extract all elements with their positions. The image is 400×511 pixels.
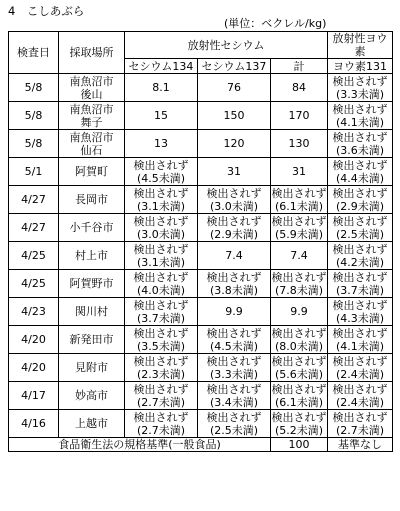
cell-cs134-line: (3.7未満) <box>136 311 186 325</box>
cell-i131-line: (4.4未満) <box>335 171 385 185</box>
header-place: 採取場所 <box>59 32 125 74</box>
cell-place <box>59 130 125 158</box>
cell-total <box>271 354 328 382</box>
cell-place-line: 仙石 <box>80 143 103 157</box>
header-iodine-line1: 放射性ヨウ <box>332 32 388 45</box>
cell-i131-line: (3.6未満) <box>335 143 385 157</box>
cell-cs134-line: 検出されず <box>133 270 189 284</box>
cell-date: 4/25 <box>9 242 59 270</box>
cell-place-line: 南魚沼市 <box>69 130 114 144</box>
cell-i131-line: (4.2未満) <box>335 255 385 269</box>
cell-cs134-line: (2.7未満) <box>136 423 186 437</box>
cell-cs134 <box>125 382 198 410</box>
unit-note: (単位：ベクレル/kg) <box>224 17 327 30</box>
cell-place-line: 小千谷市 <box>69 221 114 234</box>
cell-cs137 <box>198 102 271 130</box>
cell-cs137-line: 31 <box>227 165 241 178</box>
cell-cs137-line: 検出されず <box>206 326 262 340</box>
cell-cs137-line: 76 <box>227 81 241 94</box>
header-cesium-group: 放射性セシウム <box>125 32 328 59</box>
cell-total-line: 検出されず <box>271 410 327 424</box>
cell-i131 <box>328 130 393 158</box>
cell-date: 5/8 <box>9 102 59 130</box>
table-row <box>9 158 393 186</box>
cell-cs137 <box>198 130 271 158</box>
cell-cs134 <box>125 130 198 158</box>
cell-cs134 <box>125 158 198 186</box>
cell-total <box>271 158 328 186</box>
cell-date: 4/27 <box>9 186 59 214</box>
cell-i131 <box>328 354 393 382</box>
cell-cs137-line: (2.9未満) <box>209 227 259 241</box>
header-cs137: セシウム137 <box>198 59 271 74</box>
cell-i131 <box>328 214 393 242</box>
cell-total <box>271 102 328 130</box>
cell-cs134-line: (4.0未満) <box>136 283 186 297</box>
cell-cs137 <box>198 214 271 242</box>
cell-total-line: 検出されず <box>271 382 327 396</box>
cell-i131-line: 検出されず <box>332 382 388 396</box>
cell-total-line: 検出されず <box>271 186 327 200</box>
cell-cs134-line: 検出されず <box>133 158 189 172</box>
cell-place-line: 上越市 <box>75 417 108 430</box>
cell-total-line: (5.2未満) <box>274 423 324 437</box>
cell-i131-line: 検出されず <box>332 130 388 144</box>
cell-cs137-line: (3.4未満) <box>209 395 259 409</box>
cell-i131-line: (3.3未満) <box>335 87 385 101</box>
cell-cs137 <box>198 382 271 410</box>
cell-place-line: 阿賀町 <box>75 165 108 178</box>
cell-cs134 <box>125 102 198 130</box>
table-row <box>9 270 393 298</box>
cell-total <box>271 242 328 270</box>
cell-date: 5/8 <box>9 74 59 102</box>
cell-cs137-line: 120 <box>223 137 245 150</box>
cell-i131-line: 検出されず <box>332 270 388 284</box>
cell-total-line: 7.4 <box>290 249 308 262</box>
cell-i131 <box>328 102 393 130</box>
cell-cs134-line: 検出されず <box>133 410 189 424</box>
cell-i131 <box>328 186 393 214</box>
cell-cs134 <box>125 242 198 270</box>
cell-i131-line: 検出されず <box>332 410 388 424</box>
cell-cs137-line: 7.4 <box>225 249 243 262</box>
cell-total <box>271 326 328 354</box>
cell-i131-line: (4.3未満) <box>335 311 385 325</box>
cell-i131-line: 検出されず <box>332 186 388 200</box>
cell-cs137 <box>198 186 271 214</box>
cell-total-line: 検出されず <box>271 214 327 228</box>
table-row <box>9 102 393 130</box>
cell-i131-line: 検出されず <box>332 354 388 368</box>
cell-place-line: 村上市 <box>75 249 108 262</box>
cell-total-line: 9.9 <box>290 305 308 318</box>
cell-total <box>271 382 328 410</box>
header-date: 検査日 <box>9 32 59 74</box>
cell-cs134 <box>125 270 198 298</box>
cell-total-line: 84 <box>292 81 307 94</box>
cell-place-line: 長岡市 <box>75 193 108 206</box>
cell-date: 4/27 <box>9 214 59 242</box>
footer-total: 100 <box>271 438 328 452</box>
cell-cs137-line: 検出されず <box>206 410 262 424</box>
cell-cs134-line: (3.5未満) <box>136 339 186 353</box>
cell-place-line: 妙高市 <box>75 389 108 402</box>
cell-total-line: (8.0未満) <box>274 339 324 353</box>
cell-date: 4/16 <box>9 410 59 438</box>
cell-place <box>59 410 125 438</box>
cell-total <box>271 214 328 242</box>
cell-cs134-line: 検出されず <box>133 186 189 200</box>
cell-cs137 <box>198 326 271 354</box>
cell-i131 <box>328 242 393 270</box>
cell-cs134 <box>125 326 198 354</box>
cell-cs134-line: 検出されず <box>133 382 189 396</box>
cell-place-line: 阿賀野市 <box>69 277 114 290</box>
cell-cs134-line: (3.1未満) <box>136 255 186 269</box>
cell-i131-line: 検出されず <box>332 298 388 312</box>
cell-date: 5/8 <box>9 130 59 158</box>
cell-total <box>271 298 328 326</box>
header-total: 計 <box>271 59 328 74</box>
cell-cs137-line: (3.8未満) <box>209 283 259 297</box>
cell-cs134 <box>125 74 198 102</box>
cell-total-line: 検出されず <box>271 326 327 340</box>
cell-place <box>59 382 125 410</box>
table-row <box>9 130 393 158</box>
cell-cs134-line: 8.1 <box>152 81 170 94</box>
cell-cs137 <box>198 270 271 298</box>
cell-cs137-line: (2.5未満) <box>209 423 259 437</box>
cell-cs137 <box>198 410 271 438</box>
table-row <box>9 242 393 270</box>
cell-place-line: 南魚沼市 <box>69 74 114 88</box>
cell-place-line: 見附市 <box>75 361 108 374</box>
cell-place <box>59 354 125 382</box>
cell-cs137 <box>198 74 271 102</box>
cell-place <box>59 74 125 102</box>
cell-date: 4/20 <box>9 326 59 354</box>
cell-cs137 <box>198 158 271 186</box>
cell-i131 <box>328 326 393 354</box>
cell-cs134-line: 検出されず <box>133 354 189 368</box>
cell-cs137-line: (3.0未満) <box>209 199 259 213</box>
table-row <box>9 74 393 102</box>
cell-place-line: 後山 <box>80 87 103 101</box>
cell-cs137-line: 検出されず <box>206 214 262 228</box>
cell-cs134 <box>125 186 198 214</box>
cell-i131-line: (2.5未満) <box>335 227 385 241</box>
table-row <box>9 214 393 242</box>
footer-i131: 基準なし <box>328 438 393 452</box>
cell-place <box>59 270 125 298</box>
cell-place <box>59 102 125 130</box>
cell-place <box>59 158 125 186</box>
cell-date: 4/20 <box>9 354 59 382</box>
cell-date: 4/23 <box>9 298 59 326</box>
cell-total <box>271 74 328 102</box>
cell-i131-line: 検出されず <box>332 158 388 172</box>
cell-place-line: 舞子 <box>80 115 103 129</box>
cell-total <box>271 130 328 158</box>
cell-cs134-line: (3.1未満) <box>136 199 186 213</box>
cell-cs137-line: 検出されず <box>206 186 262 200</box>
cell-total-line: (6.1未満) <box>274 199 324 213</box>
cell-total-line: (7.8未満) <box>274 283 324 297</box>
cell-i131 <box>328 410 393 438</box>
cell-i131-line: 検出されず <box>332 326 388 340</box>
cell-i131-line: 検出されず <box>332 102 388 116</box>
cell-cs137-line: 検出されず <box>206 270 262 284</box>
cell-cs134-line: 検出されず <box>133 242 189 256</box>
cell-cs137-line: (3.3未満) <box>209 367 259 381</box>
cell-total-line: (5.6未満) <box>274 367 324 381</box>
cell-cs137 <box>198 242 271 270</box>
cell-cs134-line: (3.0未満) <box>136 227 186 241</box>
cell-total-line: (6.1未満) <box>274 395 324 409</box>
cell-total-line: 170 <box>288 109 310 122</box>
cell-cs137-line: 9.9 <box>225 305 243 318</box>
cell-i131 <box>328 158 393 186</box>
header-i131: ヨウ素131 <box>328 59 393 74</box>
table-row <box>9 410 393 438</box>
cell-total <box>271 186 328 214</box>
cell-cs137 <box>198 354 271 382</box>
cell-total-line: 130 <box>288 137 310 150</box>
table-row <box>9 298 393 326</box>
radiation-table <box>8 31 393 452</box>
section-title: 4 こしあぶら <box>8 4 85 18</box>
cell-total-line: 31 <box>292 165 307 178</box>
cell-i131-line: 検出されず <box>332 214 388 228</box>
cell-total <box>271 270 328 298</box>
cell-cs134-line: (2.7未満) <box>136 395 186 409</box>
cell-cs134-line: 検出されず <box>133 214 189 228</box>
cell-place <box>59 326 125 354</box>
cell-i131 <box>328 270 393 298</box>
cell-cs134-line: (2.3未満) <box>136 367 186 381</box>
cell-i131-line: 検出されず <box>332 74 388 88</box>
cell-cs134-line: (4.5未満) <box>136 171 186 185</box>
cell-i131-line: (2.9未満) <box>335 199 385 213</box>
table-row <box>9 326 393 354</box>
cell-cs137-line: 検出されず <box>206 382 262 396</box>
cell-place-line: 新発田市 <box>69 333 114 346</box>
cell-cs137-line: (4.5未満) <box>209 339 259 353</box>
cell-place <box>59 242 125 270</box>
cell-date: 5/1 <box>9 158 59 186</box>
cell-total-line: 検出されず <box>271 270 327 284</box>
cell-cs137-line: 検出されず <box>206 354 262 368</box>
cell-total <box>271 410 328 438</box>
table-row <box>9 354 393 382</box>
cell-i131-line: (3.7未満) <box>335 283 385 297</box>
cell-i131 <box>328 382 393 410</box>
cell-i131-line: (2.4未満) <box>335 395 385 409</box>
header-iodine-line2: 素 <box>354 45 366 58</box>
cell-cs134-line: 検出されず <box>133 326 189 340</box>
cell-place <box>59 298 125 326</box>
table-row <box>9 186 393 214</box>
cell-date: 4/17 <box>9 382 59 410</box>
cell-cs134 <box>125 298 198 326</box>
cell-i131-line: (4.1未満) <box>335 115 385 129</box>
cell-total-line: 検出されず <box>271 354 327 368</box>
cell-place-line: 南魚沼市 <box>69 102 114 116</box>
cell-cs134-line: 15 <box>154 109 168 122</box>
cell-place-line: 関川村 <box>75 305 108 318</box>
cell-date: 4/25 <box>9 270 59 298</box>
table-body <box>9 74 393 438</box>
footer-label: 食品衛生法の規格基準(一般食品) <box>9 438 271 452</box>
cell-i131-line: (2.7未満) <box>335 423 385 437</box>
cell-place <box>59 214 125 242</box>
cell-cs137-line: 150 <box>223 109 245 122</box>
cell-i131 <box>328 74 393 102</box>
cell-cs134 <box>125 354 198 382</box>
header-cs134: セシウム134 <box>125 59 198 74</box>
header-iodine-group <box>328 32 393 59</box>
cell-total-line: (5.9未満) <box>274 227 324 241</box>
cell-cs137 <box>198 298 271 326</box>
cell-cs134-line: 検出されず <box>133 298 189 312</box>
cell-i131-line: (4.1未満) <box>335 339 385 353</box>
cell-i131-line: 検出されず <box>332 242 388 256</box>
cell-place <box>59 186 125 214</box>
cell-cs134 <box>125 410 198 438</box>
cell-cs134-line: 13 <box>154 137 168 150</box>
cell-i131 <box>328 298 393 326</box>
cell-cs134 <box>125 214 198 242</box>
table-row <box>9 382 393 410</box>
cell-i131-line: (2.4未満) <box>335 367 385 381</box>
